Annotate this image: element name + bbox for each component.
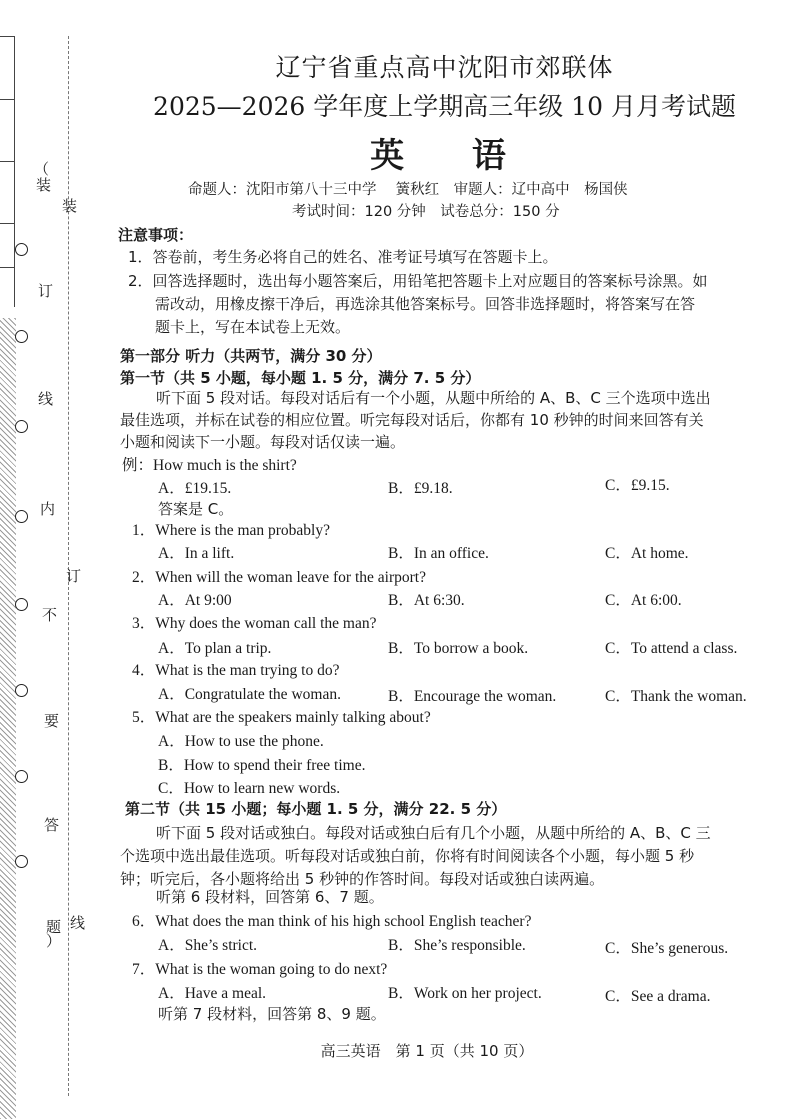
subject-title: 英 语 xyxy=(370,136,534,176)
option-a: A．Congratulate the woman. xyxy=(158,686,341,703)
option-b: B．How to spend their free time. xyxy=(158,757,366,774)
option-a: A．At 9:00 xyxy=(158,592,232,609)
question-1: 1．Where is the man probably? xyxy=(132,522,330,539)
binding-hole xyxy=(15,684,28,697)
exam-info: 考试时间：120 分钟 试卷总分：150 分 xyxy=(292,204,560,220)
option-b: B．She’s responsible. xyxy=(388,937,526,954)
note-2a: 2．回答选择题时，选出每小题答案后，用铅笔把答题卡上对应题目的答案标号涂黑。如 xyxy=(128,272,708,290)
question-3: 3．Why does the woman call the man? xyxy=(132,615,377,632)
margin-ti: 题 xyxy=(46,918,62,936)
example-answer: 答案是 C。 xyxy=(158,500,234,518)
exam-org-title: 辽宁省重点高中沈阳市郊联体 xyxy=(275,53,614,82)
option-b: B．To borrow a book. xyxy=(388,640,529,657)
section1-title: 第一节（共 5 小题，每小题 1. 5 分，满分 7. 5 分） xyxy=(120,369,481,387)
option-a: A．£19.15. xyxy=(158,480,232,497)
question-6: 6．What does the man think of his high school English teacher? xyxy=(132,913,532,930)
option-a: A．She’s strict. xyxy=(158,937,258,954)
option-b: B．£9.18. xyxy=(388,480,453,497)
option-a: A．In a lift. xyxy=(158,545,235,562)
exam-title: 2025—2026 学年度上学期高三年级 10 月月考试题 xyxy=(153,92,736,121)
binding-hole xyxy=(15,770,28,783)
margin2-xian: 线 xyxy=(70,914,86,932)
margin-xian: 线 xyxy=(38,390,54,408)
option-a: A．How to use the phone. xyxy=(158,733,324,750)
margin-paren-open: （ xyxy=(34,160,50,178)
question-7: 7．What is the woman going to do next? xyxy=(132,961,388,978)
section2-instruction: 听下面 5 段对话或独白。每段对话或独白后有几个小题，从题中所给的 A、B、C 三 xyxy=(156,824,711,842)
option-b: B．Work on her project. xyxy=(388,985,542,1002)
binding-hole xyxy=(15,510,28,523)
binding-hatch xyxy=(0,318,16,1119)
option-a: A．To plan a trip. xyxy=(158,640,272,657)
option-c: C．To attend a class. xyxy=(605,640,738,657)
option-c: C．At 6:00. xyxy=(605,592,682,609)
page-footer: 高三英语 第 1 页（共 10 页） xyxy=(320,1042,534,1060)
option-a: A．Have a meal. xyxy=(158,985,267,1002)
question-4: 4．What is the man trying to do? xyxy=(132,662,340,679)
example-question: 例：How much is the shirt? xyxy=(122,457,297,474)
option-c: C．At home. xyxy=(605,545,689,562)
binding-hole xyxy=(15,243,28,256)
margin2-ding: 订 xyxy=(66,567,82,585)
note-2c: 题卡上，写在本试卷上无效。 xyxy=(155,318,351,336)
margin2-zhuang: 装 xyxy=(62,197,78,215)
question-2: 2．When will the woman leave for the airport? xyxy=(132,569,426,586)
margin-yao: 要 xyxy=(44,712,60,730)
margin-paren-close: ） xyxy=(46,932,62,950)
question-5: 5．What are the speakers mainly talking about? xyxy=(132,709,431,726)
note-2b: 需改动，用橡皮擦干净后，再选涂其他答案标号。回答非选择题时，将答案写在答 xyxy=(155,295,696,313)
binding-hole xyxy=(15,855,28,868)
binding-hole xyxy=(15,330,28,343)
section2-instruction: 个选项中选出最佳选项。听每段对话或独白前，你将有时间阅读各个小题，每小题 5 秒 xyxy=(120,847,695,865)
option-b: B．At 6:30. xyxy=(388,592,465,609)
binding-hole xyxy=(15,420,28,433)
material-7: 听第 7 段材料，回答第 8、9 题。 xyxy=(158,1005,386,1023)
option-c: C．See a drama. xyxy=(605,988,711,1005)
part1-title: 第一部分 听力（共两节，满分 30 分） xyxy=(120,347,382,365)
margin-zhuang: 装 xyxy=(36,176,52,194)
section2-title: 第二节（共 15 小题；每小题 1. 5 分，满分 22. 5 分） xyxy=(125,800,507,818)
option-c: C．She’s generous. xyxy=(605,940,729,957)
option-b: B．In an office. xyxy=(388,545,489,562)
section1-instruction: 听下面 5 段对话。每段对话后有一个小题，从题中所给的 A、B、C 三个选项中选出 xyxy=(156,389,711,407)
note-1: 1．答卷前，考生务必将自己的姓名、准考证号填写在答题卡上。 xyxy=(128,248,558,266)
material-6: 听第 6 段材料，回答第 6、7 题。 xyxy=(156,888,384,906)
margin-nei: 内 xyxy=(40,500,56,518)
section2-instruction: 钟；听完后，各小题将给出 5 秒钟的作答时间。每段对话或独白读两遍。 xyxy=(120,870,605,888)
notes-heading: 注意事项： xyxy=(118,226,194,244)
option-c: C．How to learn new words. xyxy=(158,780,341,797)
margin-bu: 不 xyxy=(42,606,58,624)
margin-ding: 订 xyxy=(38,282,54,300)
binding-hole xyxy=(15,598,28,611)
margin-da: 答 xyxy=(44,816,60,834)
authors-line: 命题人：沈阳市第八十三中学 簧秋红 审题人：辽中高中 杨国侠 xyxy=(188,182,628,198)
section1-instruction: 最佳选项，并标在试卷的相应位置。听完每段对话后，你都有 10 秒钟的时间来回答有关 xyxy=(120,411,704,429)
section1-instruction: 小题和阅读下一小题。每段对话仅读一遍。 xyxy=(120,433,406,451)
option-c: C．£9.15. xyxy=(605,477,670,494)
option-c: C．Thank the woman. xyxy=(605,688,747,705)
option-b: B．Encourage the woman. xyxy=(388,688,557,705)
